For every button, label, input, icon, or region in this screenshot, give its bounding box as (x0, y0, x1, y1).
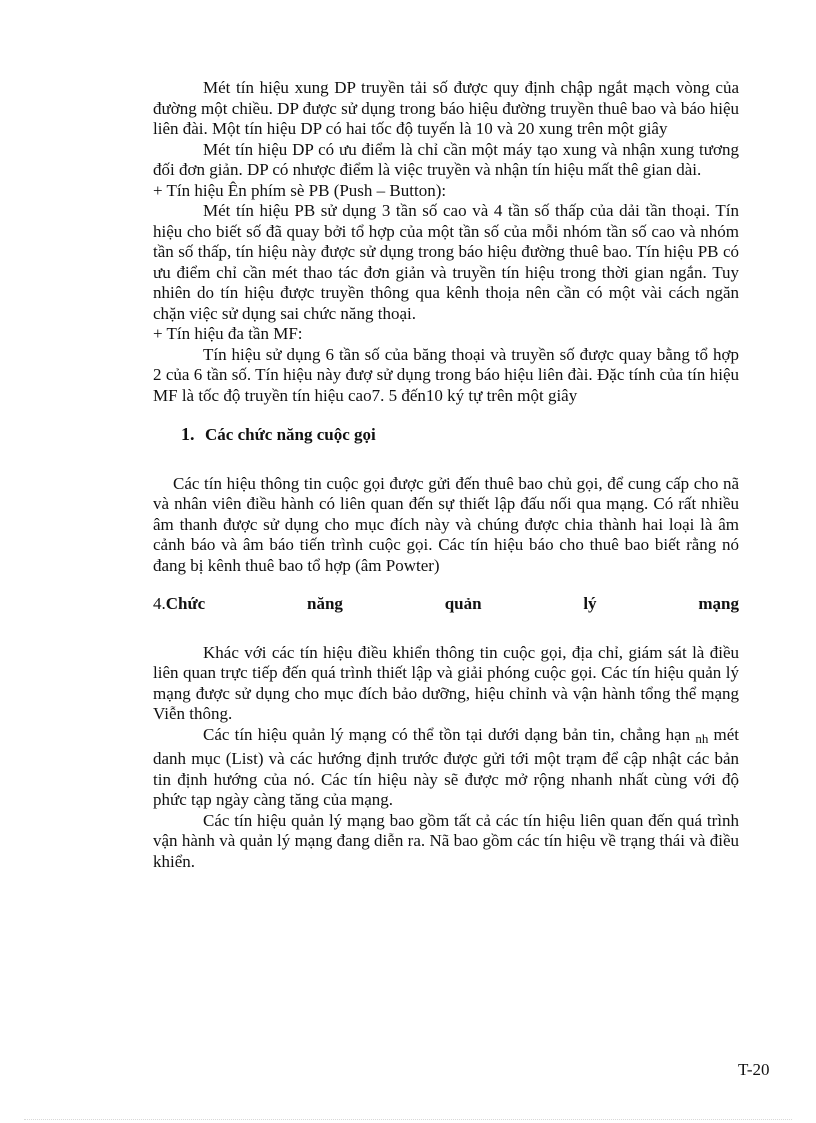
paragraph-dp-advantages: Mét tín hiệu DP có ưu điểm là chỉ cần một máy tạo xung và nhận xung tương đối đơn giản. DP có nhược điểm là việc truyền và nhận tín hiệu mất thê gian dài. (153, 139, 739, 179)
section-heading-network-management (153, 594, 739, 615)
heading-word-1: 4.Chức (153, 594, 206, 613)
footer-divider (24, 1119, 792, 1120)
paragraph-network-mgmt-2: Các tín hiệu quản lý mạng có thể tồn tại dưới dạng bản tin, chẳng hạn nh mét danh mục (List) và các hướng định trước được gửi tới một trạm để cập nhật các bản tin định hướng của nó. Các tín hiệu này sẽ được mở rộng nhanh nhất cùng với độ phức tạp ngày càng tăng của mạng. (153, 724, 739, 809)
paragraph-pb-signal: Mét tín hiệu PB sử dụng 3 tần số cao và 4 tần số thấp của dải tần thoại. Tín hiệu cho biết số đã quay bởi tổ hợp của một tần số của mỗi nhóm tần số cao và nhóm tần số thấp, tín hiệu này được sử dụng trong báo hiệu đường thuê bao. Tín hiệu PB có ưu điểm chỉ cần mét thao tác đơn giản và truyền tín hiệu trong thời gian ngắn. Tuy nhiên do tín hiệu được truyền thông qua kênh thoịa nên cần có một vài cách ngăn chặn việc sử dụng sai chức năng thoại. (153, 201, 739, 323)
heading-word-5: mạng (698, 594, 739, 613)
paragraph-mf-signal: Tín hiệu sử dụng 6 tần số của băng thoại và truyền số được quay bằng tổ hợp 2 của 6 tần số. Tín hiệu này đượ sử dụng trong báo hiệu liên đài. Đặc tính của tín hiệu MF là tốc độ truyền tín hiệu cao7. 5 đến10 ký tự trên một giây (153, 344, 739, 405)
paragraph-network-mgmt-3: Các tín hiệu quản lý mạng bao gồm tất cả các tín hiệu liên quan đến quá trình vận hành và quản lý mạng đang diễn ra. Nã bao gồm các tín hiệu về trạng thái và điều khiển. (153, 810, 739, 871)
section-heading-call-functions (181, 424, 739, 446)
paragraph-call-info: Các tín hiệu thông tin cuộc gọi được gửi đến thuê bao chủ gọi, để cung cấp cho nã và nhân viên điều hành có liên quan đến sự thiết lập đấu nối qua mạng. Có rất nhiều âm thanh được sử dụng cho mục đích này và chúng được chia thành hai loại là âm cảnh báo và âm báo tiến trình cuộc gọi. Các tín hiệu báo cho thuê bao biết rằng nó đang bị kênh thuê bao tổ hợp (âm Powter) (153, 473, 739, 575)
paragraph-dp-pulse: Mét tín hiệu xung DP truyền tải số được quy định chập ngắt mạch vòng của đường một chiều. DP được sử dụng trong báo hiệu đường truyền thuê bao và báo hiệu liên đài. Một tín hiệu DP có hai tốc độ tuyến là 10 và 20 xung trên một giây (153, 78, 739, 138)
body-text (153, 78, 739, 872)
heading-pb-signal: + Tín hiệu Ên phím sè PB (Push – Button): (153, 180, 447, 200)
page-number: T-20 (738, 1060, 770, 1079)
section-number: 1. (181, 424, 195, 444)
heading-mf-signal: + Tín hiệu đa tần MF: (153, 324, 303, 343)
section-title: Các chức năng cuộc gọi (205, 425, 376, 444)
paragraph-network-mgmt-1: Khác với các tín hiệu điều khiển thông tin cuộc gọi, địa chỉ, giám sát là điều liên quan trực tiếp đến quá trình thiết lập và giải phóng cuộc gọi. Các tín hiệu quản lý mạng được sử dụng cho mục đích bảo dưỡng, hiệu chỉnh và vận hành tổng thể mạng Viễn thông. (153, 642, 739, 723)
heading-word-2: năng (307, 594, 343, 613)
heading-word-4: lý (583, 594, 597, 613)
heading-word-3: quản (444, 594, 482, 613)
